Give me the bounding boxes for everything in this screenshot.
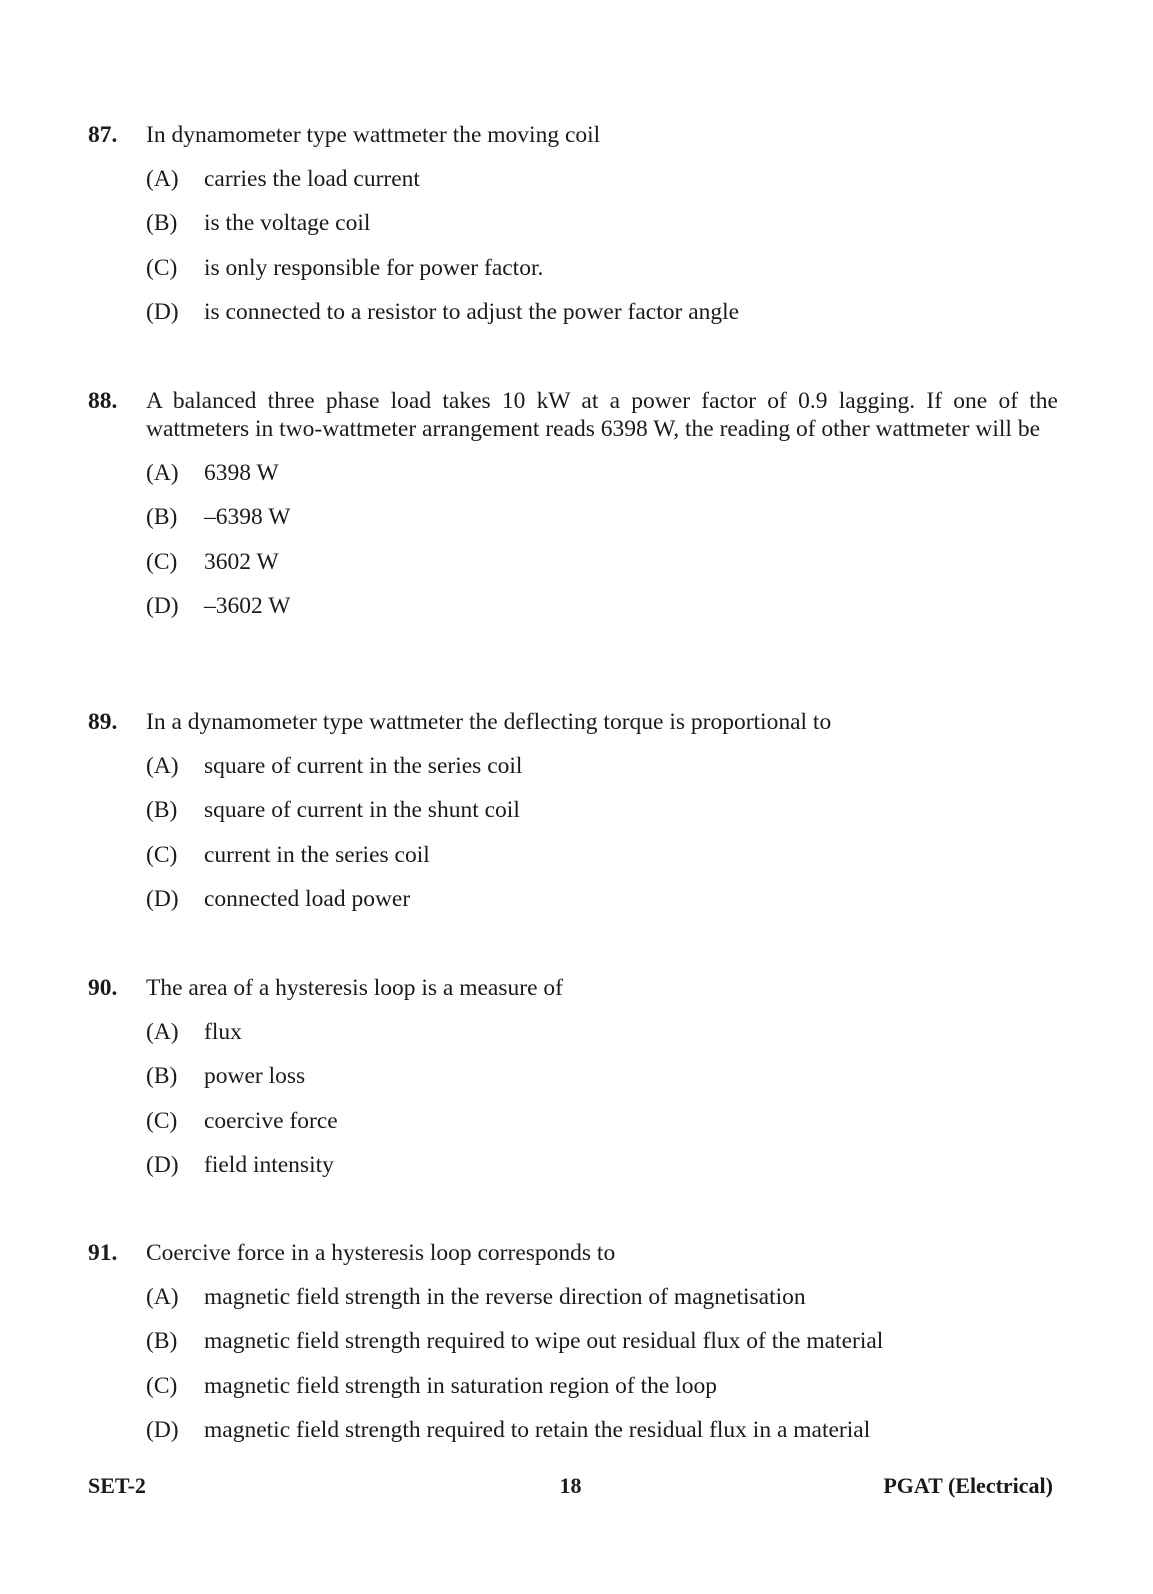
option-label: (A)	[146, 1019, 179, 1045]
option-text: –3602 W	[204, 592, 291, 619]
option-text: magnetic field strength in saturation region of the loop	[204, 1372, 717, 1399]
question-91	[88, 1239, 1058, 1460]
footer-exam-name: PGAT (Electrical)	[883, 1473, 1053, 1498]
option-c	[146, 548, 1058, 576]
option-label: (A)	[146, 166, 179, 192]
option-text: square of current in the series coil	[204, 753, 523, 779]
question-87	[88, 121, 1058, 342]
question-text: In dynamometer type wattmeter the moving coil	[146, 122, 601, 148]
option-text: square of current in the shunt coil	[204, 797, 520, 824]
option-text: –6398 W	[204, 504, 291, 531]
option-text: magnetic field strength required to wipe out residual flux of the material	[204, 1328, 884, 1355]
option-text: flux	[204, 1019, 242, 1045]
option-text: is connected to a resistor to adjust the power factor angle	[204, 298, 740, 325]
question-text: A balanced three phase load takes 10 kW at a power factor of 0.9 lagging. If one of the wattmeters in two-wattmeter arrangement reads 6398 W, the reading of other wattmeter will be	[146, 388, 1058, 442]
option-label: (B)	[146, 1063, 178, 1090]
option-c	[146, 254, 1058, 282]
question-number: 87.	[88, 122, 118, 148]
option-text: coercive force	[204, 1107, 338, 1134]
footer-page-number: 18	[559, 1473, 582, 1498]
option-d	[146, 1151, 1058, 1179]
question-88	[88, 387, 1058, 636]
question-number: 90.	[88, 975, 118, 1001]
footer-set-label: SET-2	[88, 1473, 146, 1498]
option-label: (A)	[146, 753, 179, 779]
option-c	[146, 1107, 1058, 1135]
option-c	[146, 1372, 1058, 1400]
option-text: power loss	[204, 1063, 306, 1090]
question-text: The area of a hysteresis loop is a measure of	[146, 975, 563, 1001]
option-text: carries the load current	[204, 166, 420, 192]
option-text: field intensity	[204, 1151, 334, 1178]
option-b	[146, 209, 1058, 237]
option-d	[146, 885, 1058, 913]
question-number: 89.	[88, 709, 118, 735]
question-90	[88, 974, 1058, 1195]
option-list	[146, 459, 1058, 620]
option-label: (D)	[146, 1416, 179, 1443]
option-list	[146, 165, 1058, 326]
option-label: (D)	[146, 298, 179, 325]
option-label: (A)	[146, 460, 179, 486]
option-label: (D)	[146, 592, 179, 619]
option-a	[146, 752, 1058, 780]
option-label: (C)	[146, 1372, 178, 1399]
option-label: (B)	[146, 1328, 178, 1355]
option-b	[146, 1062, 1058, 1090]
option-a	[146, 1283, 1058, 1311]
option-b	[146, 796, 1058, 824]
option-list	[146, 1018, 1058, 1179]
option-label: (D)	[146, 885, 179, 912]
question-text: Coercive force in a hysteresis loop corresponds to	[146, 1240, 616, 1266]
option-label: (B)	[146, 797, 178, 824]
option-d	[146, 298, 1058, 326]
option-label: (D)	[146, 1151, 179, 1178]
question-number: 91.	[88, 1240, 118, 1266]
option-d	[146, 592, 1058, 620]
option-b	[146, 1327, 1058, 1355]
option-list	[146, 1283, 1058, 1444]
option-list	[146, 752, 1058, 913]
option-text: is the voltage coil	[204, 210, 371, 237]
option-label: (B)	[146, 504, 178, 531]
option-label: (C)	[146, 841, 178, 868]
option-text: 3602 W	[204, 548, 279, 575]
option-label: (A)	[146, 1284, 179, 1310]
option-label: (C)	[146, 1107, 178, 1134]
option-a	[146, 459, 1058, 487]
question-text: In a dynamometer type wattmeter the deflecting torque is proportional to	[146, 709, 832, 735]
option-d	[146, 1416, 1058, 1444]
option-c	[146, 841, 1058, 869]
option-a	[146, 1018, 1058, 1046]
option-text: is only responsible for power factor.	[204, 254, 544, 281]
option-label: (C)	[146, 254, 178, 281]
option-label: (C)	[146, 548, 178, 575]
option-text: connected load power	[204, 885, 411, 912]
option-b	[146, 503, 1058, 531]
option-a	[146, 165, 1058, 193]
page-footer	[88, 1472, 1053, 1500]
option-text: current in the series coil	[204, 841, 430, 868]
option-text: 6398 W	[204, 460, 279, 486]
option-text: magnetic field strength in the reverse direction of magnetisation	[204, 1284, 806, 1310]
option-label: (B)	[146, 210, 178, 237]
question-89	[88, 708, 1058, 929]
question-number: 88.	[88, 388, 118, 414]
option-text: magnetic field strength required to retain the residual flux in a material	[204, 1416, 871, 1443]
